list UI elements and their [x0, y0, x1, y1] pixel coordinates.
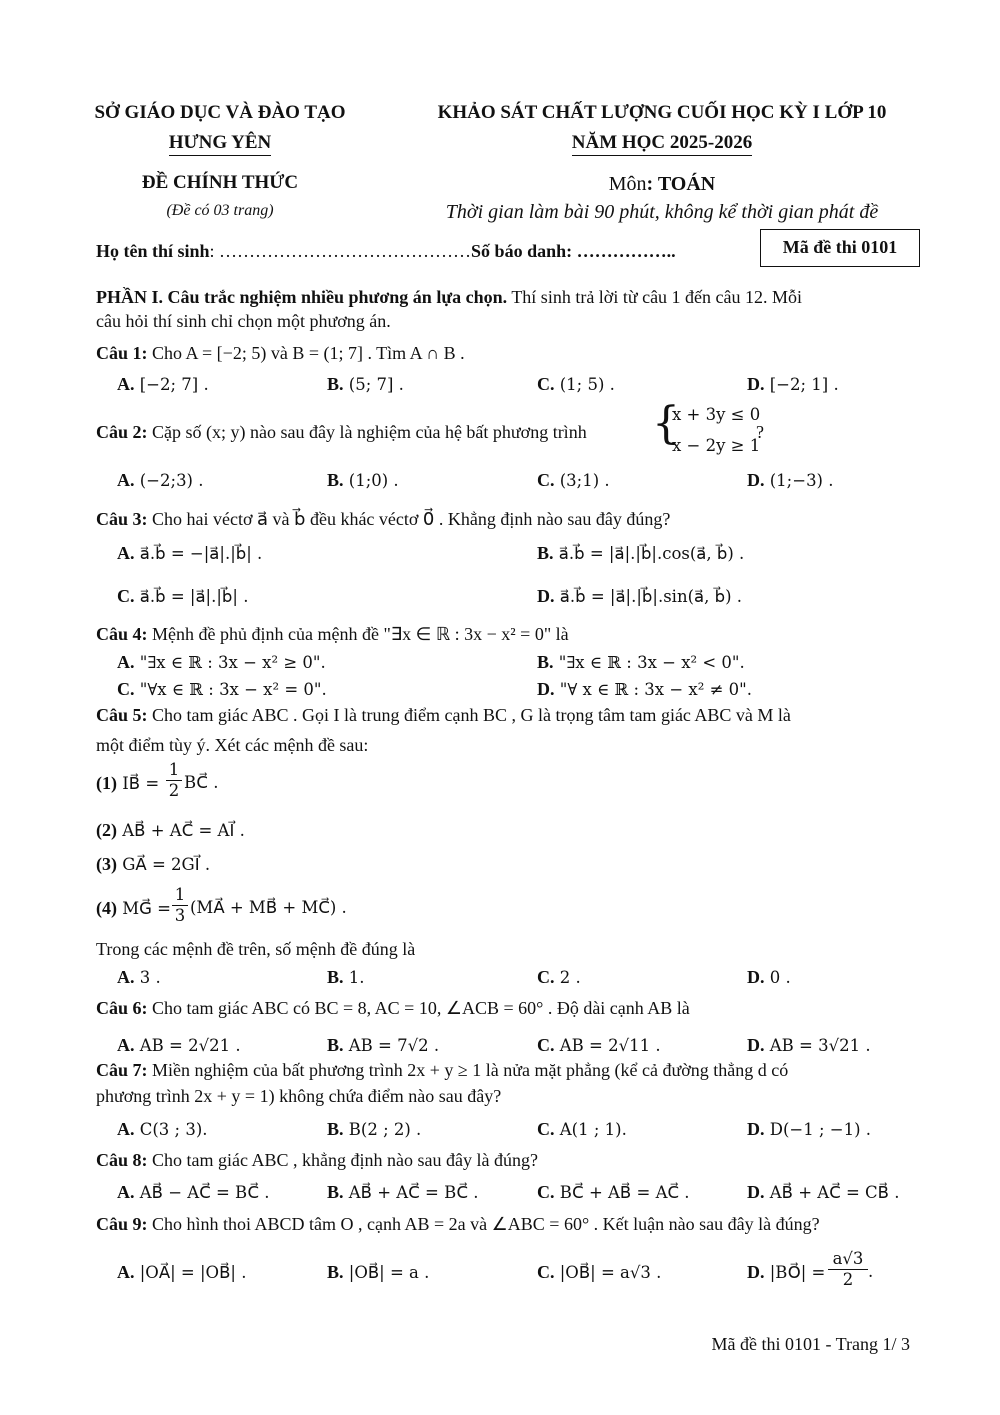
question-label: Câu 4:	[96, 624, 148, 644]
question-label: Câu 7:	[96, 1060, 148, 1080]
subject-prefix: Môn	[608, 173, 647, 195]
fraction-num: a√3	[828, 1249, 868, 1270]
subject-name: : TOÁN	[646, 173, 716, 195]
statement-text: MG⃗ =	[117, 899, 171, 918]
option-text: A(1 ; 1).	[554, 1120, 627, 1139]
option-text: C(3 ; 3).	[134, 1120, 208, 1139]
option-letter: B.	[327, 967, 344, 987]
school-year-label: NĂM HỌC 2025-2026	[572, 132, 752, 156]
option-letter: D.	[747, 1119, 765, 1139]
question-6	[96, 998, 690, 1020]
question-4	[96, 624, 569, 646]
part1-title: PHẦN I. Câu trắc nghiệm nhiều phương án lựa chọn.	[96, 287, 508, 307]
option-text: "∃x ∈ ℝ : 3x − x² ≥ 0".	[134, 653, 326, 672]
statement-text: GA⃗ = 2GI⃗ .	[117, 855, 211, 874]
option-letter: A.	[117, 374, 135, 394]
q1-option-d	[747, 374, 839, 396]
q6-option-b	[327, 1035, 439, 1057]
q1-option-c	[537, 374, 615, 396]
part1-desc: Thí sinh trả lời từ câu 1 đến câu 12. Mỗi	[507, 287, 803, 307]
exam-title: KHẢO SÁT CHẤT LƯỢNG CUỐI HỌC KỲ I LỚP 10	[437, 102, 887, 123]
option-text: (3;1) .	[554, 471, 610, 490]
option-text: (1;0) .	[343, 471, 399, 490]
q3-option-b	[537, 543, 744, 565]
system-brace: {	[652, 398, 680, 449]
option-text: [−2; 7] .	[134, 375, 209, 394]
option-letter: C.	[537, 1182, 555, 1202]
question-7	[96, 1060, 788, 1082]
option-text: |OB⃗| = a√3 .	[554, 1263, 662, 1282]
q4-option-b	[537, 652, 745, 674]
statement-number: (1)	[96, 773, 117, 793]
option-text: (1; 5) .	[554, 375, 615, 394]
statement-4	[96, 898, 171, 920]
school-year	[392, 132, 932, 155]
fraction-third	[172, 885, 188, 926]
question-text: Cho A = [−2; 5) và B = (1; 7] . Tìm A ∩ B .	[147, 343, 465, 363]
question-label: Câu 3:	[96, 509, 148, 529]
option-letter: A.	[117, 543, 135, 563]
question-text: Cặp số (x; y) nào sau đây là nghiệm của hệ bất phương trình	[147, 422, 587, 442]
option-letter: B.	[327, 374, 344, 394]
question-2	[96, 422, 587, 444]
q5-option-a	[117, 967, 161, 989]
candidate-line	[96, 241, 676, 263]
option-letter: C.	[537, 1119, 555, 1139]
option-text: AB = 7√2 .	[343, 1036, 440, 1055]
option-text: a⃗.b⃗ = |a⃗|.|b⃗| .	[134, 587, 249, 606]
id-label: Số báo danh: ……………..	[471, 241, 676, 261]
fraction-a-sqrt3-over-2	[828, 1249, 868, 1290]
question-label: Câu 2:	[96, 422, 148, 442]
option-text: "∃x ∈ ℝ : 3x − x² < 0".	[553, 653, 745, 672]
option-letter: D.	[537, 586, 555, 606]
option-letter: B.	[537, 652, 554, 672]
question-text: Cho hai véctơ a⃗ và b⃗ đều khác véctơ 0⃗ . Khẳng định nào sau đây đúng?	[147, 509, 671, 529]
question-text: Cho hình thoi ABCD tâm O , cạnh AB = 2a và ∠ABC = 60° . Kết luận nào sau đây là đúng?	[147, 1214, 820, 1234]
option-text: 2 .	[554, 968, 581, 987]
option-letter: A.	[117, 652, 135, 672]
q2-option-c	[537, 470, 610, 492]
option-text: AB = 3√21 .	[764, 1036, 871, 1055]
option-letter: C.	[537, 967, 555, 987]
option-letter: A.	[117, 470, 135, 490]
option-letter: C.	[537, 1035, 555, 1055]
option-letter: B.	[327, 1262, 344, 1282]
q5-option-d	[747, 967, 791, 989]
statement-text: IB⃗ =	[117, 774, 160, 793]
statement-1	[96, 773, 159, 795]
q9-option-d-end: .	[868, 1262, 874, 1281]
statement-4-end: (MA⃗ + MB⃗ + MC⃗) .	[190, 898, 347, 917]
question-1	[96, 343, 465, 365]
q3-option-a	[117, 543, 262, 565]
question-text: Miền nghiệm của bất phương trình 2x + y ≥ 1 là nửa mặt phẳng (kể cả đường thẳng d có	[147, 1060, 789, 1080]
q5-option-b	[327, 967, 365, 989]
q4-option-d	[537, 679, 752, 701]
q9-option-a	[117, 1262, 246, 1284]
question-label: Câu 1:	[96, 343, 148, 363]
option-letter: D.	[747, 1182, 765, 1202]
question-text: Cho tam giác ABC . Gọi I là trung điểm cạnh BC , G là trọng tâm tam giác ABC và M là	[147, 705, 791, 725]
option-text: "∀x ∈ ℝ : 3x − x² = 0".	[134, 680, 327, 699]
exam-code-box: Mã đề thi 0101	[760, 229, 920, 267]
option-letter: D.	[747, 1035, 765, 1055]
page-count: (Đề có 03 trang)	[166, 202, 274, 219]
option-letter: C.	[117, 586, 135, 606]
statement-1-end: BC⃗ .	[184, 773, 219, 792]
option-letter: B.	[537, 543, 554, 563]
option-letter: B.	[327, 1182, 344, 1202]
statement-number: (2)	[96, 820, 117, 840]
statement-number: (3)	[96, 854, 117, 874]
option-text: (1;−3) .	[764, 471, 834, 490]
option-letter: D.	[747, 374, 765, 394]
option-letter: D.	[747, 967, 765, 987]
option-text: |OA⃗| = |OB⃗| .	[134, 1263, 247, 1282]
q1-option-a	[117, 374, 209, 396]
province-name	[60, 132, 380, 155]
option-text: |OB⃗| = a .	[343, 1263, 430, 1282]
option-text: BC⃗ + AB⃗ = AC⃗ .	[554, 1183, 690, 1202]
exam-time: Thời gian làm bài 90 phút, không kể thời gian phát đề	[445, 201, 879, 223]
fraction-den: 3	[174, 905, 186, 925]
option-letter: C.	[537, 470, 555, 490]
q4-option-c	[117, 679, 327, 701]
option-letter: A.	[117, 967, 135, 987]
q2-option-d	[747, 470, 834, 492]
fraction-den: 2	[842, 1269, 854, 1289]
q5-option-c	[537, 967, 581, 989]
option-text: B(2 ; 2) .	[343, 1120, 422, 1139]
option-letter: D.	[747, 1262, 765, 1282]
option-text: (5; 7] .	[343, 375, 404, 394]
q9-option-d	[747, 1262, 825, 1284]
option-text: AB⃗ + AC⃗ = BC⃗ .	[343, 1183, 479, 1202]
option-text: AB = 2√21 .	[134, 1036, 241, 1055]
q2-option-b	[327, 470, 399, 492]
statement-text: AB⃗ + AC⃗ = AI⃗ .	[117, 821, 245, 840]
option-text: 0 .	[764, 968, 791, 987]
part1-desc-line2: câu hỏi thí sinh chỉ chọn một phương án.	[96, 311, 391, 331]
option-letter: D.	[747, 470, 765, 490]
option-letter: D.	[537, 679, 555, 699]
option-letter: B.	[327, 1035, 344, 1055]
option-letter: A.	[117, 1035, 135, 1055]
q7-option-b	[327, 1119, 421, 1141]
question-mark: ?	[756, 422, 764, 442]
option-text: (−2;3) .	[134, 471, 204, 490]
q7-option-d	[747, 1119, 871, 1141]
fraction-half	[166, 760, 182, 801]
q8-option-c	[537, 1182, 690, 1204]
option-text: AB⃗ − AC⃗ = BC⃗ .	[134, 1183, 270, 1202]
system-line-1: x + 3y ≤ 0	[672, 405, 761, 424]
q3-option-c	[117, 586, 248, 608]
q9-option-c	[537, 1262, 661, 1284]
option-letter: B.	[327, 1119, 344, 1139]
name-label: Họ tên thí sinh	[96, 241, 210, 261]
fraction-num: 1	[166, 760, 182, 781]
question-3	[96, 509, 670, 531]
q5-ask: Trong các mệnh đề trên, số mệnh đề đúng là	[96, 939, 416, 959]
question-text: Mệnh đề phủ định của mệnh đề "∃x ∈ ℝ : 3x − x² = 0" là	[147, 624, 569, 644]
option-text: AB⃗ + AC⃗ = CB⃗ .	[764, 1183, 900, 1202]
dept-name: SỞ GIÁO DỤC VÀ ĐÀO TẠO	[94, 102, 346, 123]
option-text: [−2; 1] .	[764, 375, 839, 394]
q8-option-d	[747, 1182, 899, 1204]
q7-option-c	[537, 1119, 627, 1141]
question-label: Câu 6:	[96, 998, 148, 1018]
q6-option-a	[117, 1035, 241, 1057]
option-letter: A.	[117, 1262, 135, 1282]
statement-number: (4)	[96, 898, 117, 918]
q8-option-a	[117, 1182, 270, 1204]
q1-option-b	[327, 374, 404, 396]
option-letter: A.	[117, 1119, 135, 1139]
q3-option-d	[537, 586, 742, 608]
part1-intro	[96, 287, 802, 309]
question-label: Câu 8:	[96, 1150, 148, 1170]
system-line-2: x − 2y ≥ 1	[672, 436, 761, 455]
option-letter: A.	[117, 1182, 135, 1202]
official-label: ĐỀ CHÍNH THỨC	[141, 172, 299, 193]
question-5	[96, 705, 791, 727]
option-text: |BO⃗| =	[764, 1263, 826, 1282]
option-letter: C.	[537, 1262, 555, 1282]
q6-option-c	[537, 1035, 661, 1057]
fraction-num: 1	[172, 885, 188, 906]
q7-option-a	[117, 1119, 208, 1141]
question-text: Cho tam giác ABC , khẳng định nào sau đây là đúng?	[147, 1150, 538, 1170]
question-text: Cho tam giác ABC có BC = 8, AC = 10, ∠ACB = 60° . Độ dài cạnh AB là	[147, 998, 690, 1018]
option-text: a⃗.b⃗ = |a⃗|.|b⃗|.sin(a⃗, b⃗) .	[554, 587, 743, 606]
fraction-den: 2	[168, 780, 180, 800]
option-text: 1.	[343, 968, 365, 987]
statement-3	[96, 854, 210, 876]
option-text: AB = 2√11 .	[554, 1036, 661, 1055]
q4-option-a	[117, 652, 326, 674]
q8-option-b	[327, 1182, 479, 1204]
question-5-line2: một điểm tùy ý. Xét các mệnh đề sau:	[96, 735, 369, 755]
question-label: Câu 5:	[96, 705, 148, 725]
q6-option-d	[747, 1035, 871, 1057]
option-letter: B.	[327, 470, 344, 490]
question-9	[96, 1214, 820, 1236]
option-text: a⃗.b⃗ = −|a⃗|.|b⃗| .	[134, 544, 263, 563]
option-letter: C.	[117, 679, 135, 699]
q2-option-a	[117, 470, 204, 492]
option-text: a⃗.b⃗ = |a⃗|.|b⃗|.cos(a⃗, b⃗) .	[553, 544, 745, 563]
option-text: D(−1 ; −1) .	[764, 1120, 872, 1139]
option-text: "∀ x ∈ ℝ : 3x − x² ≠ 0".	[554, 680, 752, 699]
statement-2	[96, 820, 245, 842]
option-text: 3 .	[134, 968, 161, 987]
subject	[392, 172, 932, 196]
province-label: HƯNG YÊN	[169, 132, 272, 156]
option-letter: C.	[537, 374, 555, 394]
question-7-line2: phương trình 2x + y = 1) không chứa điểm nào sau đây?	[96, 1086, 502, 1106]
question-8	[96, 1150, 538, 1172]
q9-option-b	[327, 1262, 429, 1284]
question-label: Câu 9:	[96, 1214, 148, 1234]
page-footer: Mã đề thi 0101 - Trang 1/ 3	[711, 1334, 910, 1354]
name-dots: : ……………………………………	[209, 241, 472, 261]
